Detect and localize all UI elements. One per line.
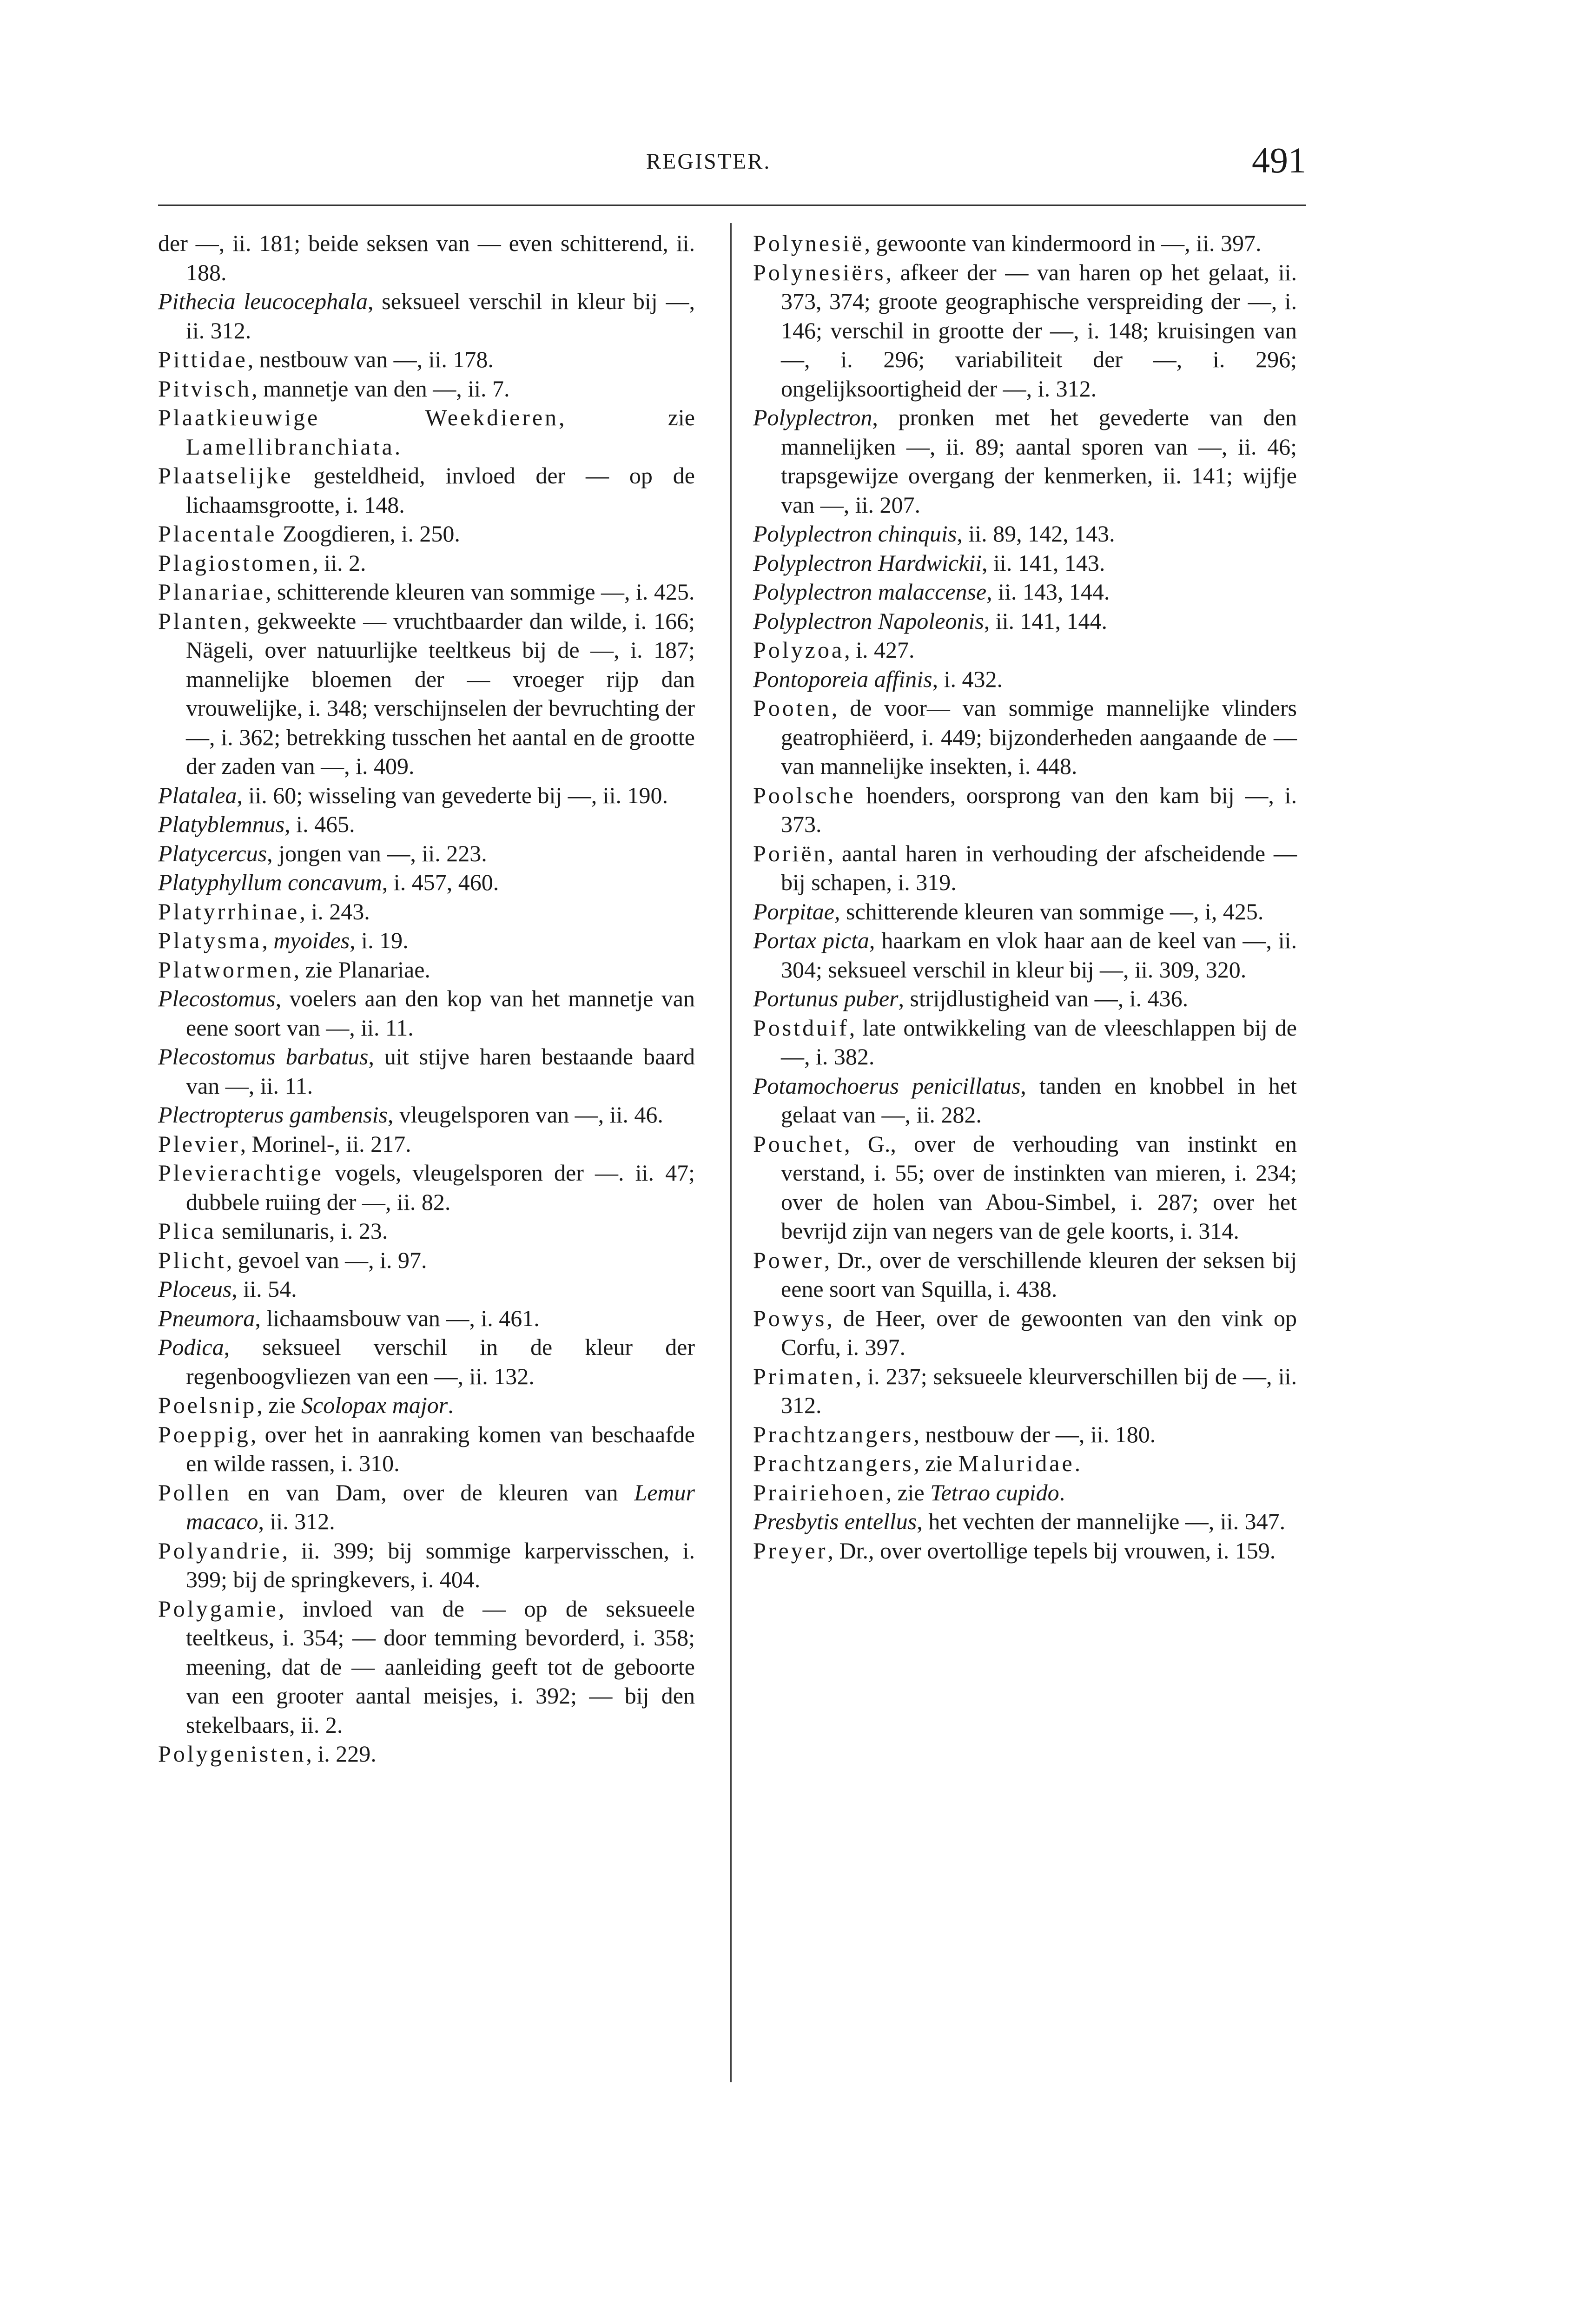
entry-italic-term: Potamochoerus penicillatus — [753, 1072, 1021, 1099]
entry-italic-term: Presbytis entellus — [753, 1508, 917, 1534]
page-number: 491 — [1252, 140, 1306, 180]
entry-text: , zie — [913, 1450, 958, 1476]
entry-italic-term: Scolopax major — [301, 1392, 448, 1418]
entry-text: , Morinel-, ii. 217. — [240, 1130, 411, 1157]
index-entry — [158, 926, 695, 955]
running-head: REGISTER. — [646, 149, 771, 174]
index-entry — [158, 1158, 695, 1216]
index-entry — [753, 519, 1297, 548]
index-entry — [158, 1420, 695, 1478]
entry-italic-term: Platycercus — [158, 840, 267, 866]
entry-text: , ii. 141, 144. — [984, 607, 1107, 634]
index-entry — [158, 1478, 695, 1536]
index-entry — [753, 577, 1297, 607]
entry-headword: Polyandrie — [158, 1537, 282, 1564]
index-entry — [753, 403, 1297, 519]
index-entry — [753, 1362, 1297, 1420]
entry-text: , ii. 2. — [312, 549, 366, 576]
index-entry — [753, 1536, 1297, 1565]
entry-text: . — [1059, 1479, 1065, 1505]
entry-text: , over het in aanraking komen van beschaafde en wilde rassen, i. 310. — [186, 1421, 695, 1476]
index-entry — [158, 1304, 695, 1333]
index-entry — [753, 548, 1297, 578]
entry-headword: Plicht — [158, 1247, 226, 1273]
entry-italic-term: Plecostomus — [158, 985, 276, 1011]
right-column — [753, 229, 1297, 1565]
entry-text: , schitterende kleuren van sommige —, i. 425. — [265, 579, 695, 605]
entry-headword: Polygenisten — [158, 1741, 306, 1767]
entry-headword: Prachtzangers — [753, 1450, 914, 1476]
entry-headword: Plica — [158, 1218, 216, 1244]
entry-headword: Placentale — [158, 521, 277, 547]
index-entry — [753, 1449, 1297, 1478]
entry-italic-term: Portax picta — [753, 927, 869, 953]
entry-headword: Preyer — [753, 1537, 828, 1564]
index-entry — [753, 607, 1297, 636]
entry-text: , jongen van —, ii. 223. — [267, 840, 487, 866]
entry-headword: Plaatselijke — [158, 462, 293, 489]
index-entry — [158, 607, 695, 781]
index-entry — [753, 1478, 1297, 1507]
entry-headword: Pitvisch — [158, 375, 252, 402]
entry-italic-term: Platyphyllum concavum — [158, 869, 382, 895]
entry-text: , schitterende kleuren van sommige —, i, 425. — [834, 898, 1264, 924]
entry-headword: Poolsche — [753, 782, 856, 808]
index-entry — [753, 665, 1297, 694]
entry-text: , zie — [886, 1479, 931, 1505]
index-entry — [158, 461, 695, 519]
index-entry — [158, 345, 695, 374]
entry-text: hoenders, oorsprong van den kam bij —, i. 373. — [781, 782, 1297, 837]
entry-headword: Primaten — [753, 1363, 856, 1389]
entry-headword: Prachtzangers — [753, 1421, 914, 1447]
index-entry — [158, 403, 695, 461]
entry-italic-term: Polyplectron Hardwickii — [753, 549, 982, 576]
index-entry — [753, 1129, 1297, 1246]
entry-text: , zie — [257, 1392, 302, 1418]
entry-italic-term: Polyplectron chinquis — [753, 521, 957, 547]
index-entry — [158, 577, 695, 607]
entry-headword: Polyzoa — [753, 637, 845, 663]
entry-headword: Plaatkieuwige Weekdieren — [158, 404, 559, 430]
index-entry — [753, 897, 1297, 926]
index-entry — [158, 374, 695, 403]
index-entry — [158, 1129, 695, 1159]
index-entry — [158, 781, 695, 810]
entry-headword: Polygamie — [158, 1595, 278, 1622]
entry-italic-term: Platyblemnus — [158, 811, 285, 837]
entry-italic-term: Pontoporeia affinis — [753, 666, 932, 692]
entry-text: , i. 457, 460. — [382, 869, 499, 895]
index-entry — [158, 955, 695, 984]
entry-headword: Pittidae — [158, 346, 248, 372]
entry-italic-term: Pithecia leucocephala — [158, 288, 368, 314]
entry-italic-term: Lemur macaco — [186, 1479, 695, 1534]
entry-text: Zoogdieren, i. 250. — [277, 521, 460, 547]
entry-headword: Polynesiërs — [753, 259, 886, 285]
entry-text: , — [262, 927, 274, 953]
entry-headword: Powys — [753, 1305, 827, 1331]
index-entry — [753, 839, 1297, 897]
entry-headword: Polynesië — [753, 230, 865, 256]
entry-text: , afkeer der — van haren op het gelaat, ii. 373, 374; groote geographische verspreiding der —, i. 146; verschil in grootte der —, i. 148; kruisingen van —, i. 296; variabiliteit der —, i. 296; ongelijksoortigheid der —, i. 312. — [781, 259, 1297, 402]
entry-text: , gekweekte — vruchtbaarder dan wilde, i. 166; Nägeli, over natuurlijke teeltkeus bij de —, i. 187; mannelijke bloemen der — vroeger rijp dan vrouwelijke, i. 348; verschijnselen der bevruchting der —, i. 362; betrekking tusschen het aantal en de grootte der zaden van —, i. 409. — [186, 607, 695, 779]
index-entry — [158, 984, 695, 1042]
entry-italic-term: Podica — [158, 1334, 224, 1360]
entry-text: gesteldheid, invloed der — op de lichaamsgrootte, i. 148. — [186, 462, 695, 518]
index-entry — [753, 1071, 1297, 1129]
entry-text: semilunaris, i. 23. — [216, 1218, 388, 1244]
index-entry — [158, 1536, 695, 1594]
entry-italic-term: Ploceus — [158, 1276, 232, 1302]
entry-text: , lichaamsbouw van —, i. 461. — [255, 1305, 540, 1331]
entry-headword: Pollen — [158, 1479, 231, 1505]
page-header — [158, 139, 1306, 191]
entry-text: , invloed van de — op de seksueele teeltkeus, i. 354; — door temming bevorderd, i. 358; meening, dat de — aanleiding geeft tot de geboorte van een grooter aantal meisjes, i. 392; — bij den stekelbaars, ii. 2. — [186, 1595, 695, 1738]
entry-text: , seksueel verschil in kleur bij —, ii. 312. — [186, 288, 695, 343]
index-entry — [158, 1594, 695, 1740]
entry-text: , de voor— van sommige mannelijke vlinders geatrophiëerd, i. 449; bijzonderheden aangaande de — van mannelijke insekten, i. 448. — [781, 695, 1297, 779]
entry-headword: Platyrrhinae — [158, 898, 300, 924]
index-entry — [753, 258, 1297, 403]
entry-text: , gewoonte van kindermoord in —, ii. 397. — [864, 230, 1262, 256]
entry-headword: Pouchet — [753, 1130, 845, 1157]
entry-italic-term: Porpitae — [753, 898, 834, 924]
entry-text: , late ontwikkeling van de vleeschlappen bij de —, i. 382. — [781, 1014, 1297, 1070]
entry-headword: Postduif — [753, 1014, 849, 1041]
index-entry — [158, 1246, 695, 1275]
index-entry — [158, 897, 695, 926]
entry-text: , ii. 312. — [258, 1508, 335, 1534]
entry-text: , zie Planariae. — [293, 956, 430, 983]
entry-text: , strijdlustigheid van —, i. 436. — [898, 985, 1189, 1011]
index-entry — [158, 1391, 695, 1420]
index-entry — [158, 1739, 695, 1769]
entry-text: , ii. 89, 142, 143. — [957, 521, 1115, 547]
entry-text: , ii. 399; bij sommige karpervisschen, i. 399; bij de springkevers, i. 404. — [186, 1537, 695, 1592]
entry-headword: Platysma — [158, 927, 262, 953]
entry-headword: Planten — [158, 607, 244, 634]
entry-text: , gevoel van —, i. 97. — [226, 1247, 427, 1273]
index-entry — [158, 1216, 695, 1246]
entry-text: . — [1074, 1450, 1081, 1476]
entry-italic-term: Polyplectron — [753, 404, 872, 430]
entry-text: , de Heer, over de gewoonten van den vink op Corfu, i. 397. — [781, 1305, 1297, 1360]
entry-headword: Maluridae — [958, 1450, 1075, 1476]
index-entry — [158, 1333, 695, 1391]
entry-italic-term: Plectropterus gambensis — [158, 1102, 388, 1128]
entry-text: der —, ii. 181; beide seksen van — even schitterend, ii. 188. — [158, 230, 695, 285]
index-entry — [158, 868, 695, 897]
entry-headword: Poriën — [753, 840, 828, 866]
entry-text: , vleugelsporen van —, ii. 46. — [387, 1102, 663, 1128]
column-divider — [730, 223, 732, 2082]
entry-text: , pronken met het gevederte van den mannelijken —, ii. 89; aantal sporen van —, ii. 46; trapsgewijze overgang der kenmerken, ii. 141; wijfje van —, ii. 207. — [781, 404, 1297, 518]
entry-headword: Platwormen — [158, 956, 294, 983]
index-entry — [158, 229, 695, 287]
entry-text: . — [394, 433, 401, 460]
left-column — [158, 229, 695, 1769]
entry-text: , i. 465. — [284, 811, 355, 837]
entry-text: , nestbouw van —, ii. 178. — [247, 346, 494, 372]
entry-text: , i. 432. — [932, 666, 1003, 692]
entry-text: , Dr., over overtollige tepels bij vrouwen, i. 159. — [827, 1537, 1276, 1564]
entry-headword: Power — [753, 1247, 824, 1273]
entry-text: , i. 237; seksueele kleurverschillen bij de —, ii. 312. — [781, 1363, 1297, 1418]
entry-italic-term: Plecostomus barbatus — [158, 1043, 369, 1070]
index-entry — [158, 287, 695, 345]
index-entry — [753, 1420, 1297, 1449]
entry-text: , haarkam en vlok haar aan de keel van —, ii. 304; seksueel verschil in kleur bij —, ii. 309, 320. — [781, 927, 1297, 983]
entry-text: , ii. 60; wisseling van gevederte bij —, ii. 190. — [237, 782, 668, 808]
entry-text: , zie — [559, 404, 695, 430]
entry-text: , i. 427. — [844, 637, 915, 663]
index-entry — [753, 1304, 1297, 1362]
entry-text: , ii. 143, 144. — [986, 579, 1110, 605]
entry-italic-term: Pneumora — [158, 1305, 255, 1331]
entry-text: , i. 229. — [306, 1741, 377, 1767]
entry-headword: Poelsnip — [158, 1392, 257, 1418]
index-entry — [158, 1042, 695, 1100]
index-entry — [158, 548, 695, 578]
entry-text: , het vechten der mannelijke —, ii. 347. — [917, 1508, 1286, 1534]
entry-italic-term: Polyplectron Napoleonis — [753, 607, 984, 634]
entry-text: . — [448, 1392, 454, 1418]
entry-italic-term: Platalea — [158, 782, 237, 808]
entry-italic-term: Tetrao cupido — [930, 1479, 1059, 1505]
entry-text: , aantal haren in verhouding der afscheidende — bij schapen, i. 319. — [781, 840, 1297, 895]
entry-text: , voelers aan den kop van het mannetje van eene soort van —, ii. 11. — [186, 985, 695, 1041]
entry-headword: Pooten — [753, 695, 832, 721]
index-entry — [158, 839, 695, 868]
entry-headword: Prairiehoen — [753, 1479, 886, 1505]
index-entry — [158, 810, 695, 839]
entry-text: , Dr., over de verschillende kleuren der seksen bij eene soort van Squilla, i. 438. — [781, 1247, 1297, 1302]
entry-text: , ii. 141, 143. — [982, 549, 1105, 576]
index-entry — [753, 926, 1297, 984]
index-entry — [753, 984, 1297, 1013]
index-entry — [753, 1507, 1297, 1536]
entry-italic-term: Portunus puber — [753, 985, 899, 1011]
index-entry — [753, 635, 1297, 665]
entry-headword: Plevierachtige — [158, 1160, 324, 1186]
index-entry — [753, 781, 1297, 839]
index-entry — [753, 693, 1297, 781]
index-entry — [158, 519, 695, 548]
entry-text: , ii. 54. — [231, 1276, 297, 1302]
entry-text: , uit stijve haren bestaande baard van —, ii. 11. — [186, 1043, 695, 1099]
entry-headword: Lamellibranchiata — [186, 433, 395, 460]
index-entry — [158, 1274, 695, 1304]
entry-text: , seksueel verschil in de kleur der regenboogvliezen van een —, ii. 132. — [186, 1334, 695, 1389]
entry-headword: Plevier — [158, 1130, 240, 1157]
entry-italic-term: myoides — [273, 927, 350, 953]
header-rule — [158, 205, 1306, 206]
entry-headword: Poeppig — [158, 1421, 251, 1447]
entry-text: , i. 243. — [299, 898, 370, 924]
entry-text: , tanden en knobbel in het gelaat van —, ii. 282. — [781, 1072, 1297, 1128]
entry-text: , nestbouw der —, ii. 180. — [913, 1421, 1156, 1447]
entry-text: vogels, vleugelsporen der —. ii. 47; dubbele ruiing der —, ii. 82. — [186, 1160, 695, 1215]
entry-headword: Planariae — [158, 579, 266, 605]
entry-headword: Plagiostomen — [158, 549, 313, 576]
entry-text: , mannetje van den —, ii. 7. — [251, 375, 510, 402]
index-entry — [753, 229, 1297, 258]
index-entry — [158, 1100, 695, 1129]
entry-italic-term: Polyplectron malaccense — [753, 579, 987, 605]
entry-text: en van Dam, over de kleuren van — [231, 1479, 634, 1505]
index-entry — [753, 1013, 1297, 1071]
entry-text: , G., over de verhouding van instinkt en verstand, i. 55; over de instinkten van mieren, i. 234; over de holen van Abou-Simbel, i. 287; over het bevrijd zijn van negers van de gele koorts, i. 314. — [781, 1130, 1297, 1244]
entry-text: , i. 19. — [350, 927, 409, 953]
index-entry — [753, 1246, 1297, 1304]
